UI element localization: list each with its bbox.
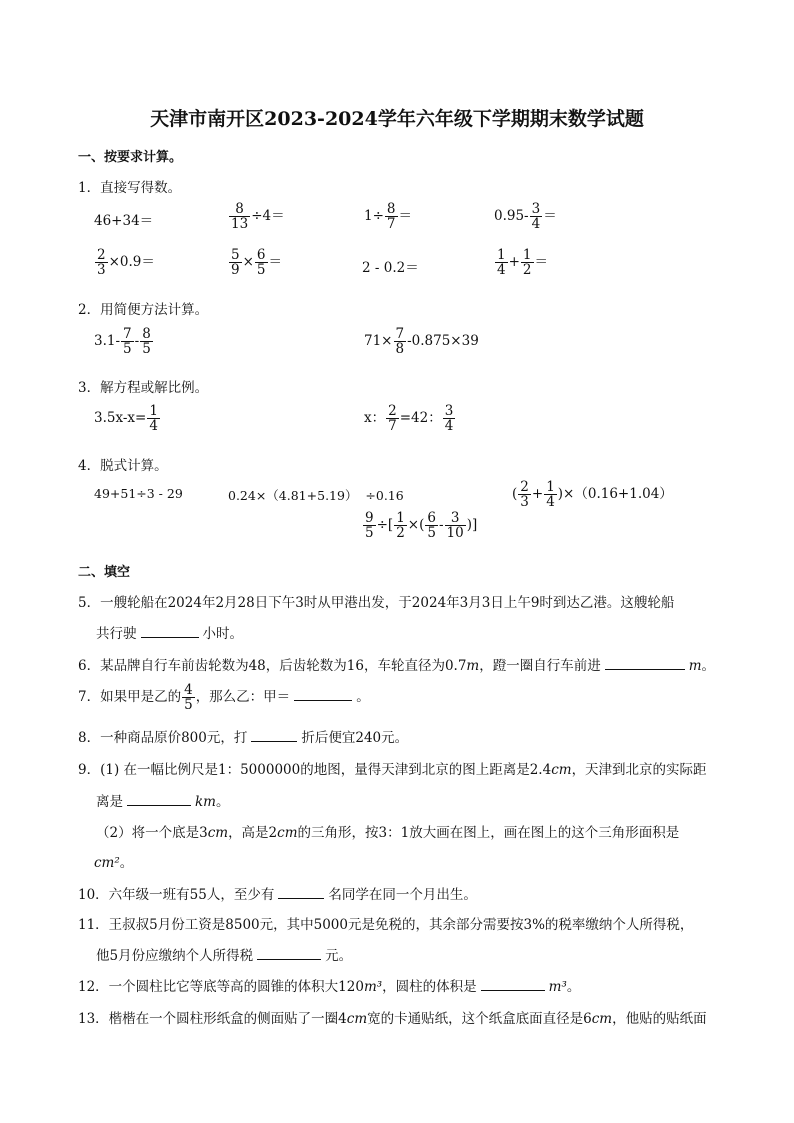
q1-item-1: 46+34＝ bbox=[94, 213, 154, 229]
q1-item-3: 1÷ $\frac{8}{7}$ ＝ bbox=[364, 201, 412, 233]
q1-item-2: $\frac{8}{13}$ ÷4＝ bbox=[231, 201, 285, 233]
section-heading-1: 一、按要求计算。 bbox=[78, 150, 183, 165]
page-title: 天津市南开区2023-2024学年六年级下学期期末数学试题 bbox=[150, 108, 644, 130]
q1-item-7: 2 - 0.2＝ bbox=[362, 260, 419, 276]
question-2-label: 2．用简便方法计算。 bbox=[78, 302, 209, 318]
question-7: 7．如果甲是乙的 $\frac{4}{5}$ ，那么乙：甲＝ 。 bbox=[78, 682, 370, 714]
answer-blank[interactable] bbox=[257, 947, 321, 960]
question-3-label: 3．解方程或解比例。 bbox=[78, 380, 209, 396]
question-9-line-3: （2）将一个底是3cm，高是2cm的三角形，按3：1放大画在图上，画在图上的这个三角形面积是 bbox=[96, 825, 680, 841]
q4-expression-d: $\frac{9}{5}$ ÷[ $\frac{1}{2}$ ×( $\frac{6}{5}$ - $\frac{3}{10}$ )] bbox=[365, 510, 478, 542]
question-5-line-2: 共行驶 小时。 bbox=[96, 626, 243, 642]
q2-expression-b: 71× $\frac{7}{8}$ -0.875×39 bbox=[364, 326, 479, 358]
q4-expression-a: 49+51÷3 - 29 bbox=[94, 486, 183, 501]
q4-expression-b: 0.24×（4.81+5.19） ÷0.16 bbox=[228, 488, 404, 503]
q3-equation-a: 3.5x-x= $\frac{1}{4}$ bbox=[94, 403, 158, 435]
question-5-line-1: 5．一艘轮船在2024年2月28日下午3时从甲港出发，于2024年3月3日上午9时到达乙港。这艘轮船 bbox=[78, 595, 675, 611]
question-1-label: 1．直接写得数。 bbox=[78, 180, 182, 196]
question-9-line-4: cm²。 bbox=[94, 855, 134, 871]
q1-item-4: 0.95- $\frac{3}{4}$ ＝ bbox=[494, 201, 557, 233]
question-10: 10．六年级一班有55人，至少有 名同学在同一个月出生。 bbox=[78, 887, 477, 903]
answer-blank[interactable] bbox=[127, 793, 191, 806]
question-13: 13．楷楷在一个圆柱形纸盒的侧面贴了一圈4cm宽的卡通贴纸，这个纸盒底面直径是6cm，他贴的贴纸面 bbox=[78, 1011, 707, 1027]
answer-blank[interactable] bbox=[251, 729, 297, 742]
q1-item-5: $\frac{2}{3}$ ×0.9＝ bbox=[97, 247, 155, 279]
q1-item-6: $\frac{5}{9}$ × $\frac{6}{5}$ ＝ bbox=[231, 247, 282, 279]
section-heading-2: 二、填空 bbox=[78, 565, 131, 580]
q2-expression-a: 3.1- $\frac{7}{5}$ - $\frac{8}{5}$ bbox=[94, 326, 151, 358]
question-6: 6．某品牌自行车前齿轮数为48，后齿轮数为16，车轮直径为0.7m，蹬一圈自行车前进 m。 bbox=[78, 658, 716, 674]
answer-blank[interactable] bbox=[605, 657, 685, 670]
question-11-line-1: 11．王叔叔5月份工资是8500元，其中5000元是免税的，其余部分需要按3%的税率缴纳个人所得税， bbox=[78, 917, 694, 933]
question-11-line-2: 他5月份应缴纳个人所得税 元。 bbox=[96, 948, 353, 964]
question-8: 8．一种商品原价800元，打 折后便宜240元。 bbox=[78, 730, 409, 746]
question-9-line-2: 离是 km。 bbox=[96, 794, 230, 810]
answer-blank[interactable] bbox=[278, 886, 324, 899]
question-9-line-1: 9．(1) 在一幅比例尺是1：5000000的地图，量得天津到北京的图上距离是2.4cm，天津到北京的实际距 bbox=[78, 762, 707, 778]
answer-blank[interactable] bbox=[141, 625, 199, 638]
q3-equation-b: x： $\frac{2}{7}$ =42： $\frac{3}{4}$ bbox=[364, 403, 454, 435]
answer-blank[interactable] bbox=[481, 978, 545, 991]
q1-item-8: $\frac{1}{4}$ + $\frac{1}{2}$ ＝ bbox=[497, 247, 548, 279]
question-12: 12．一个圆柱比它等底等高的圆锥的体积大120m³，圆柱的体积是 m³。 bbox=[78, 979, 581, 995]
answer-blank[interactable] bbox=[294, 688, 352, 701]
q4-expression-c: ( $\frac{2}{3}$ + $\frac{1}{4}$ )×（0.16+1.04） bbox=[512, 479, 673, 511]
question-4-label: 4．脱式计算。 bbox=[78, 458, 168, 474]
